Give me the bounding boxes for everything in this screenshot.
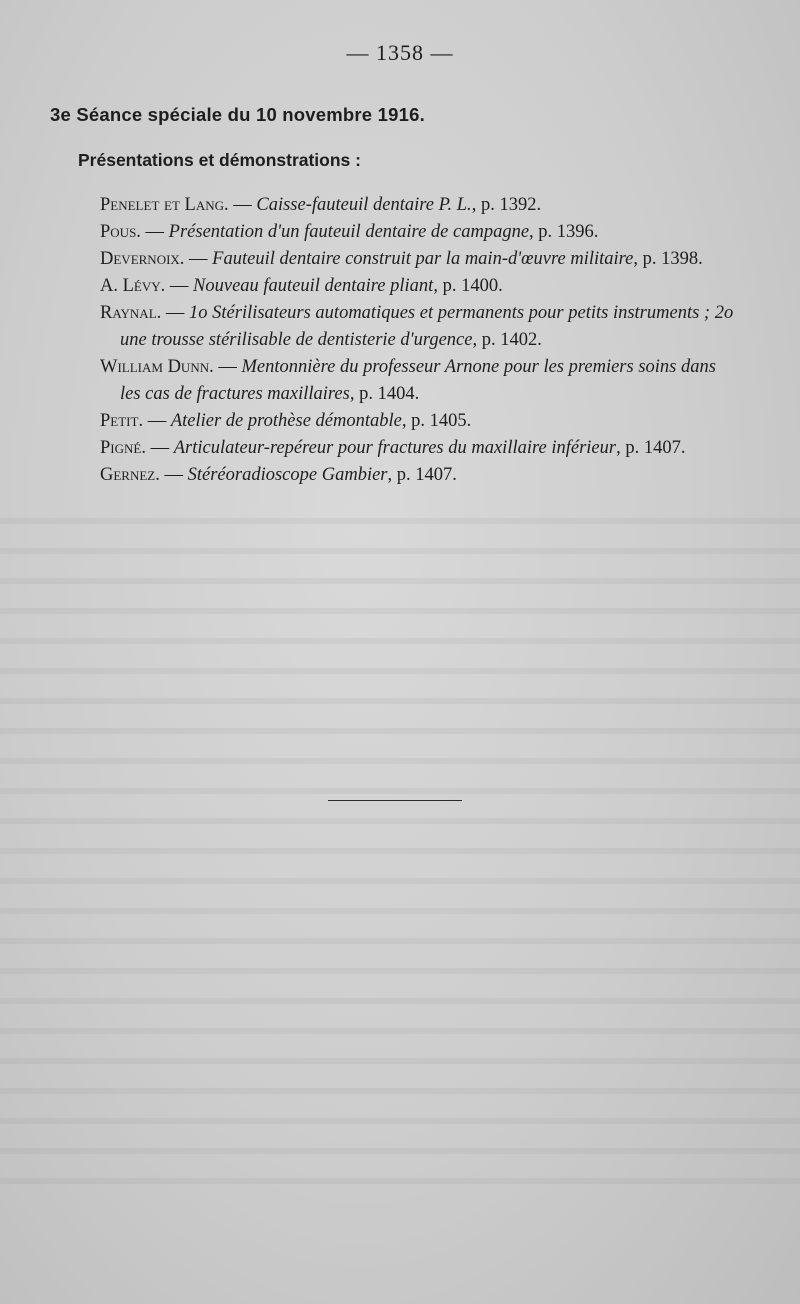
section-divider	[328, 800, 462, 801]
entry-separator: —	[213, 357, 242, 377]
entry-page-ref: , p. 1392.	[471, 195, 542, 215]
entry-separator: —	[145, 438, 174, 458]
list-item	[100, 246, 738, 273]
entry-page-ref: , p. 1407.	[616, 438, 686, 458]
session-title: 3e Séance spéciale du 10 novembre 1916.	[50, 104, 425, 125]
entry-page-ref: , p. 1405.	[401, 411, 472, 431]
entry-separator: —	[159, 465, 188, 485]
entry-separator: —	[165, 276, 194, 296]
entry-title: Mentonnière du professeur Arnone pour les premiers soins dans les cas de fractures maxillaires	[120, 357, 716, 404]
entry-title: Atelier de prothèse démontable	[170, 411, 402, 431]
entry-author: A. Lévy.	[100, 276, 166, 296]
entry-author: Pigné.	[100, 438, 146, 458]
entry-author: Gernez.	[100, 465, 160, 485]
section-title: Présentations et démonstrations :	[78, 150, 361, 170]
list-item	[100, 435, 738, 462]
entry-author: Petit.	[100, 411, 144, 431]
entry-author: Penelet et Lang.	[100, 195, 229, 215]
entry-author: Raynal.	[100, 303, 162, 323]
entry-author: Pous.	[100, 222, 141, 242]
bleed-through-texture	[0, 500, 800, 1200]
entry-author: William Dunn.	[100, 357, 214, 377]
entry-separator: —	[161, 303, 190, 323]
list-item	[100, 273, 738, 300]
entry-title: Présentation d'un fauteuil dentaire de campagne	[168, 222, 530, 242]
entry-page-ref: , p. 1398.	[633, 249, 703, 269]
list-item	[100, 219, 738, 246]
list-item	[100, 354, 738, 408]
entry-title: Stéréoradioscope Gambier	[187, 465, 388, 485]
entry-separator: —	[140, 222, 169, 242]
list-item	[100, 192, 738, 219]
entry-separator: —	[228, 195, 257, 215]
list-item	[100, 462, 738, 489]
entry-title: Articulateur-repéreur pour fractures du maxillaire inférieur	[173, 438, 617, 458]
entry-page-ref: , p. 1404.	[349, 384, 420, 404]
presentation-list	[0, 192, 800, 489]
entry-title: Fauteuil dentaire construit par la main-d'œuvre militaire	[212, 249, 634, 269]
entry-title: Caisse-fauteuil dentaire P. L.	[256, 195, 472, 215]
entry-separator: —	[143, 411, 171, 431]
entry-separator: —	[184, 249, 213, 269]
list-item	[100, 408, 738, 435]
entry-page-ref: , p. 1402.	[472, 330, 542, 350]
page-number: — 1358 —	[346, 40, 454, 65]
entry-author: Devernoix.	[100, 249, 185, 269]
entry-page-ref: , p. 1400.	[433, 276, 503, 296]
entry-title: 1o Stérilisateurs automatiques et permanents pour petits instruments ; 2o une trousse stérilisable de dentisterie d'urgence	[120, 303, 734, 350]
entry-page-ref: , p. 1407.	[387, 465, 457, 485]
entry-title: Nouveau fauteuil dentaire pliant	[193, 276, 434, 296]
list-item	[100, 300, 738, 354]
entry-page-ref: , p. 1396.	[529, 222, 599, 242]
